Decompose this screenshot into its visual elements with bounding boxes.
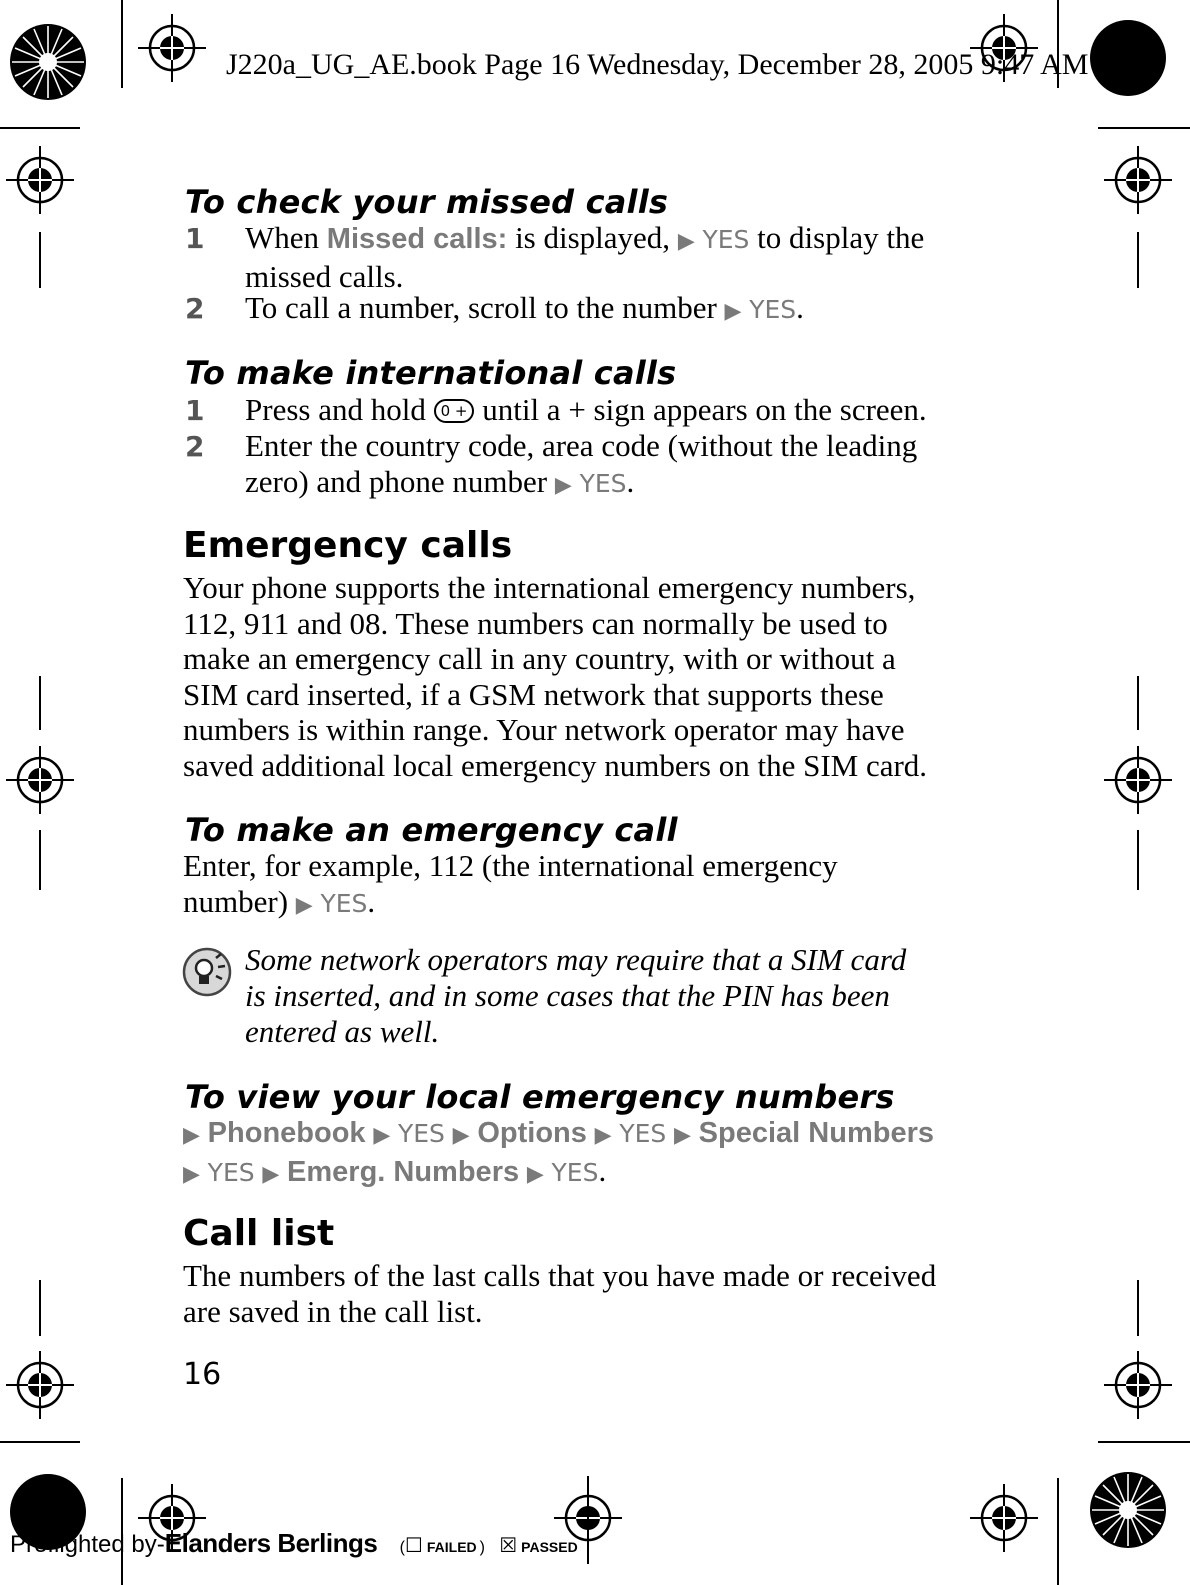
arrow-icon: ▶ <box>674 1122 691 1147</box>
arrow-icon: ▶ <box>452 1122 470 1147</box>
make-emergency-text: Enter, for example, 112 (the international emergency number) ▶ YES. <box>183 848 838 919</box>
arrow-icon: ▶ <box>594 1122 612 1147</box>
arrow-icon: ▶ <box>677 228 695 253</box>
step-number: 2 <box>185 430 205 463</box>
missed-step-2: To call a number, scroll to the number ▶ YES. <box>245 290 804 325</box>
arrow-icon: ▶ <box>183 1122 200 1147</box>
page-number: 16 <box>183 1357 222 1392</box>
make-emergency-title: To make an emergency call <box>185 811 678 849</box>
emergency-paragraph: Your phone supports the international emergency numbers, 112, 911 and 08. These numbers can normally be used to make an emergency call in any country, with or without a SIM card inserted, if a GSM network that supports these numbers is within range. Your network operator may have saved additional local emergency numbers on the SIM card. <box>183 570 928 783</box>
print-header: J220a_UG_AE.book Page 16 Wednesday, December 28, 2005 9:47 AM <box>226 48 1089 81</box>
solid-dot-icon <box>1090 20 1166 96</box>
failed-checkbox-icon: ☐ <box>404 1535 423 1557</box>
intl-calls-title: To make international calls <box>185 354 677 392</box>
arrow-icon: ▶ <box>554 471 572 497</box>
missed-step-1: When Missed calls: is displayed, ▶ YES to display the missed calls. <box>245 220 925 294</box>
call-list-text: The numbers of the last calls that you have made or received are saved in the call list. <box>183 1258 937 1329</box>
arrow-icon: ▶ <box>295 891 313 917</box>
intl-step-2: Enter the country code, area code (without the leading zero) and phone number ▶ YES. <box>245 428 918 499</box>
menu-path: ▶ Phonebook ▶ YES ▶ Options ▶ YES ▶ Special Numbers ▶ YES ▶ Emerg. Numbers ▶ YES. <box>183 1117 934 1188</box>
call-list-heading: Call list <box>183 1213 335 1254</box>
step-number: 1 <box>185 222 205 255</box>
missed-calls-title: To check your missed calls <box>185 183 669 221</box>
preflight-footer: Preflighted by-Elanders Berlings (☐ FAILED ) ☒ PASSED <box>10 1528 578 1558</box>
lightbulb-icon <box>181 946 237 998</box>
arrow-icon: ▶ <box>526 1160 544 1186</box>
elanders-logo: Elanders Berlings <box>164 1528 378 1558</box>
view-local-title: To view your local emergency numbers <box>185 1078 895 1116</box>
step-number: 1 <box>185 394 205 427</box>
zero-plus-key-icon: 0 + <box>434 399 475 423</box>
step-number: 2 <box>185 292 205 325</box>
arrow-icon: ▶ <box>724 298 742 323</box>
emergency-calls-heading: Emergency calls <box>183 525 513 566</box>
starburst-icon <box>10 24 86 100</box>
arrow-icon: ▶ <box>262 1160 280 1186</box>
arrow-icon: ▶ <box>183 1160 200 1186</box>
intl-step-1: Press and hold 0 + until a + sign appears on the screen. <box>245 392 927 427</box>
arrow-icon: ▶ <box>373 1122 391 1147</box>
starburst-icon <box>1090 1472 1166 1548</box>
passed-checkbox-icon: ☒ <box>499 1535 518 1557</box>
note-text: Some network operators may require that a SIM card is inserted, and in some cases that the PIN has been entered as well. <box>245 942 907 1049</box>
